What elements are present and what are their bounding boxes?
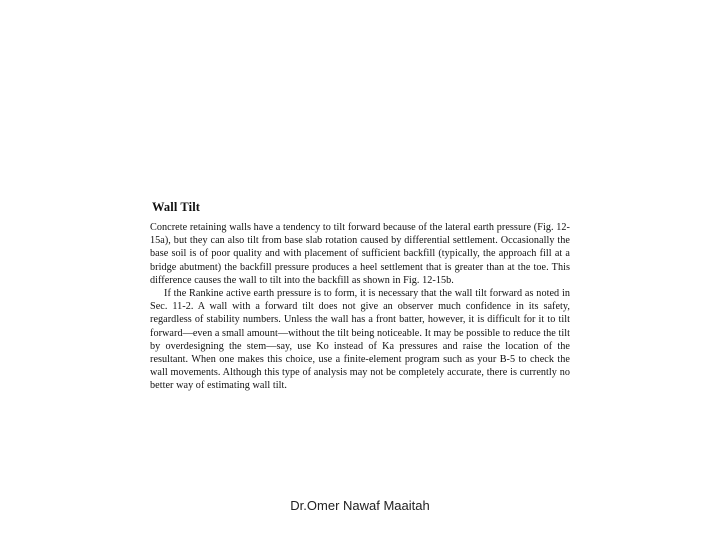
paragraph-2: If the Rankine active earth pressure is to form, it is necessary that the wall tilt forward as noted in Sec. 11-2. A wall with a forward tilt does not give an observer much confidence in its safety, regardless of stability numbers. Unless the wall has a front batter, however, it is difficult for it to tilt forward—even a small amount—without the tilt being noticeable. It may be possible to reduce the tilt by overdesigning the stem—say, use Ko instead of Ka pressures and raise the location of the resultant. When one makes this choice, use a finite-element program such as your B-5 to check the wall movements. Although this type of analysis may not be completely accurate, there is currently no better way of estimating wall tilt. xyxy=(150,288,570,392)
section-heading: Wall Tilt xyxy=(152,200,201,214)
paragraph-1: Concrete retaining walls have a tendency to tilt forward because of the lateral earth pressure (Fig. 12-15a), but they can also tilt from base slab rotation caused by differential settlement. Occasionally the base soil is of poor quality and with placement of sufficient backfill (typically, the approach fill at a bridge abutment) the backfill pressure produces a heel settlement that is greater than at the toe. This difference causes the wall to tilt into the backfill as shown in Fig. 12-15b. xyxy=(150,222,570,286)
footer-author: Dr.Omer Nawaf Maaitah xyxy=(290,498,430,513)
scanned-text-excerpt xyxy=(150,200,570,393)
